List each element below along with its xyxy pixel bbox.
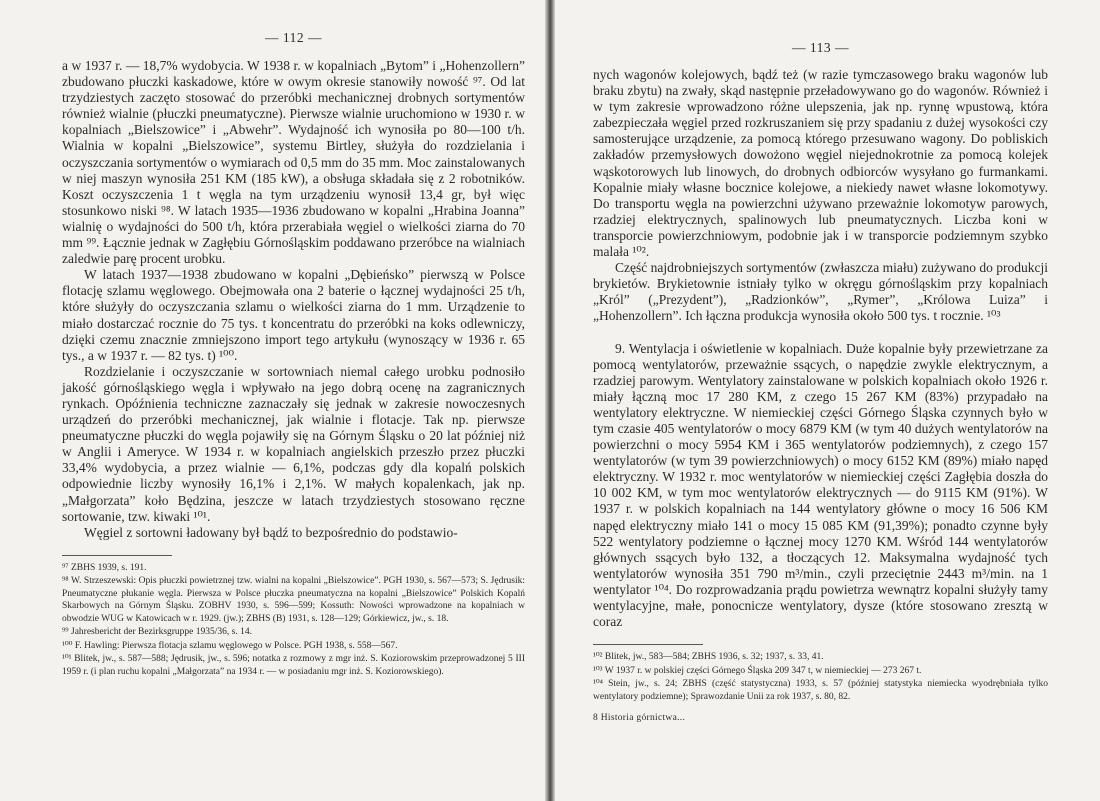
book-gutter — [545, 0, 555, 801]
section-paragraph: 9. Wentylacja i oświetlenie w kopalniach. Duże kopalnie były przewietrzane za pomocą wentylatorów, przeważnie ssących, o napędzie zwykle elektrycznym, a rzadziej parowym. Wentylatory zainstalowane w polskich kopalniach około 1926 r. miały łączną moc 17 280 KM, z czego 15 267 KM (83%) przypadało na wentylatory elektryczne. W niemieckiej części Górnego Śląska czynnych było w tym czasie 405 wentylatorów o mocy 6879 KM (w tym 40 dużych wentylatorów na powierzchni o mocy 5954 KM i 365 wentylatorów podziemnych), z czego 157 wentylatorów (w tym 39 powierzchniowych) o mocy 6152 KM (89%) miało napęd elektryczny. W 1932 r. moc wentylatorów w niemieckiej części Zagłębia doszła do 10 002 KM, w tym moc wentylatorów elektrycznych — do 9115 KM (91%). W 1937 r. w polskich kopalniach na 144 wentylatory główne o mocy 16 506 KM napęd elektryczny miało 141 o mocy 15 085 KM (91,39%); ponadto czynne były 522 wentylatory podziemne o łącznej mocy 1270 KM. Wśród 144 wentylatorów głównych ssących było 132, a tłoczących 12. Maksymalna wydajność tych wentylatorów wynosiła 351 790 m³/min., czyli przeciętnie 2443 m³/min. na 1 wentylator ¹⁰⁴. Do rozprowadzania prądu powietrza wewnątrz kopalni służyły tamy wentylacyjne, małe, ponocnicze wentylatory, dysze (które stosowano zresztą w coraz — [593, 340, 1048, 630]
footnote: ¹⁰² Blitek, jw., 583—584; ZBHS 1936, s. 32; 1937, s. 33, 41. — [593, 652, 824, 663]
signature-mark: 8 Historia górnictwa... — [593, 713, 686, 724]
right-page — [555, 0, 1100, 801]
footnote: ¹⁰¹ Blitek, jw., s. 587—588; Jędrusik, jw., s. 596; notatka z rozmowy z mgr inż. S. Koziorowskim przeprowadzonej 5 III 1959 r. (i plan ruchu kopalni „Małgorzata” na 1934 r. — w posiadaniu mgr inż. S. Koziorowskiego). — [62, 654, 525, 677]
paragraph: nych wagonów kolejowych, bądź też (w razie tymczasowego braku wagonów lub braku zbytu) na zwały, skąd następnie przeładowywano go do wagonów. Również i w tym zakresie wprowadzono różne ulepszenia, jak np. rynnę wpustową, która zabezpieczała węgiel przed rozkruszaniem się przy spadaniu z dużej wysokości czy samosterujące urządzenie, za pomocą którego przesuwano wagony. Do pobliskich zakładów przemysłowych dowożono węgiel niejednokrotnie za pomocą kolejek wąskotorowych lub linowych, do drobnych odbiorców wysyłano go furmankami. Kopalnie miały własne bocznice kolejowe, a niekiedy nawet własne lokomotywy. Do transportu węgla na powierzchni używano przeważnie lokomotyw parowych, rzadziej elektrycznych, spalinowych lub pneumatycznych. Liczba koni w transporcie powierzchniowym, podobnie jak i w transporcie podziemnym szybko malała ¹⁰². — [593, 67, 1048, 260]
footnote: ⁹⁸ W. Strzeszewski: Opis płuczki powietrznej tzw. wialni na kopalni „Bielszowice”. PGH 1930, s. 567—573; S. Jędrusik: Pneumatyczne płukanie węgla. Pierwsza w Polsce płuczka pneumatyczna na kopalni „Bielszowice” Polskich Kopalń Skarbowych na Górnym Śląsku. ZOBHV 1930, s. 596—599; Kossuth: Nowości wprowadzone na kopalniach w obwodzie WUG w Katowicach w r. 1929. (jw.); ZBHS (B) 1931, s. 128—129; Górkiewicz, jw., s. 18. — [62, 576, 525, 624]
paragraph: W latach 1937—1938 zbudowano w kopalni „Dębieńsko” pierwszą w Polsce flotację szlamu węglowego. Obejmowała ona 2 baterie o łącznej wydajności 25 t/h, które służyły do oczyszczania szlamu o wielkości ziarna do 1 mm. Urządzenie to miało dostarczać rocznie do 75 tys. t koncentratu do przeróbki na koks odlewniczy, dzięki czemu znacznie zmniejszono import tego artykułu (wynoszący w 1936 r. 65 tys., a w 1937 r. — 82 tys. t) ¹⁰⁰. — [62, 267, 525, 363]
footnote: ⁹⁹ Jahresbericht der Bezirksgruppe 1935/36, s. 14. — [62, 627, 252, 638]
footnote: ¹⁰³ W 1937 r. w polskiej części Górnego Śląska 209 347 t, w niemieckiej — 273 267 t. — [593, 665, 922, 676]
left-page — [0, 0, 545, 801]
left-body-text — [62, 58, 525, 541]
paragraph: Część najdrobniejszych sortymentów (zwłaszcza miału) zużywano do produkcji brykietów. Brykietownie istniały tylko w okręgu górnośląskim przy kopalniach „Król” („Prezydent”), „Radzionków”, „Rymer”, „Królowa Luiza” i „Hohenzollern”. Ich łączna produkcja wynosiła około 500 tys. t rocznie. ¹⁰³ — [593, 260, 1048, 324]
right-body-text — [593, 67, 1048, 630]
footnote: ¹⁰⁴ Stein, jw., s. 24; ZBHS (część statystyczna) 1933, s. 57 (później statystyka niemiecka wyodrębniała tylko wentylatory podziemne); Sprawozdanie Unii za rok 1937, s. 80, 82. — [593, 679, 1048, 702]
footnotes-right — [593, 651, 1048, 703]
paragraph: Węgiel z sortowni ładowany był bądź to bezpośrednio do podstawio- — [84, 524, 458, 540]
page-number-left: — 112 — — [265, 30, 322, 45]
paragraph: a w 1937 r. — 18,7% wydobycia. W 1938 r. w kopalniach „Bytom” i „Hohenzollern” zbudowano płuczki kaskadowe, które w owym okresie stanowiły nowość ⁹⁷. Od lat trzydziestych zaczęto stosować do przeróbki mechanicznej drobnych sortymentów również wialnie (płuczki pneumatyczne). Pierwsze wialnie uruchomiono w 1930 r. w kopalniach „Bielszowice” i „Abwehr”. Wydajność ich wynosiła po 80—100 t/h. Wialnia w kopalni „Bielszowice”, systemu Birtley, służyła do rozdzielania i oczyszczania sortymentów o wymiarach od 0,5 mm do 35 mm. Moc zainstalowanych w niej maszyn wynosiła 251 KM (185 kW), a obsługa składała się z 2 robotników. Koszt oczyszczenia 1 t węgla na tym urządzeniu wynosił 13,4 gr, był więc stosunkowo niski ⁹⁸. W latach 1935—1936 zbudowano w kopalni „Hrabina Joanna” wialnię o wydajności do 500 t/h, która przerabiała węgiel o wielkości ziarna do 70 mm ⁹⁹. Łącznie jednak w Zagłębiu Górnośląskim poddawano przeróbce na wialniach zaledwie parę procent urobku. — [62, 58, 526, 267]
footnote-divider — [62, 555, 172, 556]
footnotes-left — [62, 562, 525, 679]
footnote: ⁹⁷ ZBHS 1939, s. 191. — [62, 562, 147, 573]
footnote: ¹⁰⁰ F. Hawling: Pierwsza flotacja szlamu węglowego w Polsce. PGH 1938, s. 558—567. — [62, 640, 398, 651]
paragraph: Rozdzielanie i oczyszczanie w sortowniach niemal całego urobku podnosiło jakość górnośląskiego węgla i wpływało na jego dobrą ocenę na zagranicznych rynkach. Opóźnienia techniczne zaznaczały się jednak w zakresie nowoczesnych urządzeń do przeróbki mechanicznej, jak wialnie i flotacje. Tak np. pierwsze pneumatyczne płuczki do węgla pojawiły się na Górnym Śląsku o 20 lat później niż w Anglii i Ameryce. W 1934 r. w kopalniach angielskich przeszło przez płuczki 33,4% wydobycia, a przez wialnie — 6,1%, podczas gdy dla kopalń polskich odpowiednie liczby wynosiły 16,1% i 2,1%. W małych kopalenkach, jak np. „Małgorzata” koło Będzina, jeszcze w latach trzydziestych stosowano ręczne sortowanie, tzw. kiwaki ¹⁰¹. — [62, 363, 525, 524]
footnote-divider — [593, 644, 703, 645]
page-number-right: — 113 — — [792, 40, 849, 55]
